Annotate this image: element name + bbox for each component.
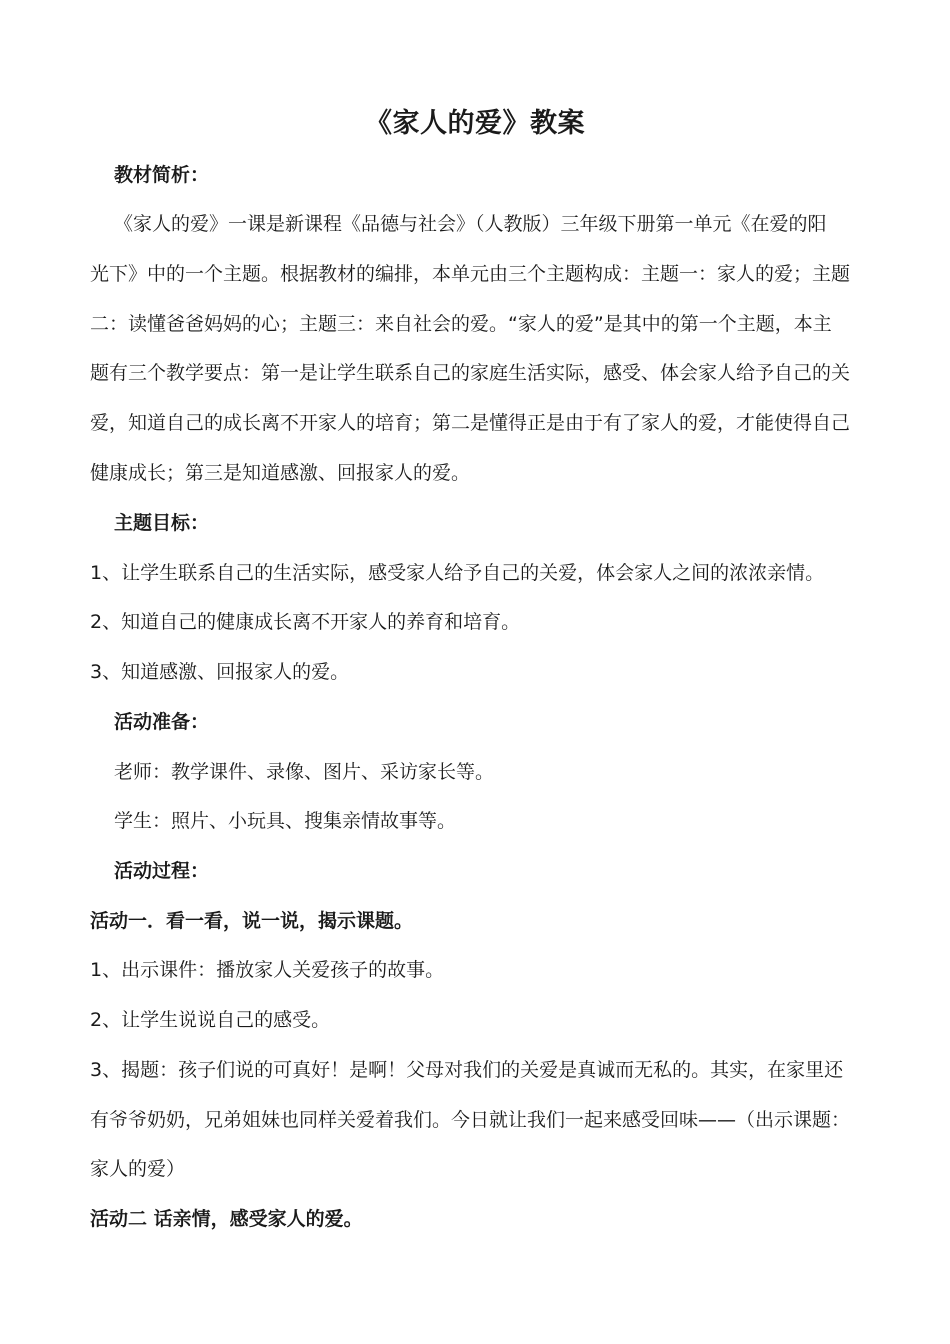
materials-paragraph-line: 题有三个教学要点：第一是让学生联系自己的家庭生活实际，感受、体会家人给予自己的关 bbox=[90, 362, 851, 384]
activity1-heading: 活动一．看一看，说一说，揭示课题。 bbox=[90, 910, 414, 932]
prep-item: 老师：教学课件、录像、图片、采访家长等。 bbox=[114, 761, 495, 783]
prep-item: 学生：照片、小玩具、搜集亲情故事等。 bbox=[114, 810, 457, 832]
activity1-item: 2、让学生说说自己的感受。 bbox=[90, 1009, 331, 1031]
materials-paragraph-line: 《家人的爱》一课是新课程《品德与社会》（人教版）三年级下册第一单元《在爱的阳 bbox=[114, 213, 827, 235]
activity1-item: 1、出示课件：播放家人关爱孩子的故事。 bbox=[90, 959, 445, 981]
materials-paragraph-line: 二：读懂爸爸妈妈的心；主题三：来自社会的爱。“家人的爱”是其中的第一个主题，本主 bbox=[90, 313, 832, 335]
activity2-heading: 活动二 话亲情，感受家人的爱。 bbox=[90, 1208, 363, 1230]
activity1-item: 家人的爱） bbox=[90, 1158, 186, 1180]
materials-paragraph-line: 爱，知道自己的成长离不开家人的培育；第二是懂得正是由于有了家人的爱，才能使得自己 bbox=[90, 412, 851, 434]
activity1-item: 3、揭题：孩子们说的可真好！是啊！父母对我们的关爱是真诚而无私的。其实，在家里还 bbox=[90, 1059, 844, 1081]
activity1-item: 有爷爷奶奶，兄弟姐妹也同样关爱着我们。今日就让我们一起来感受回味——（出示课题： bbox=[90, 1109, 851, 1131]
prep-heading: 活动准备： bbox=[114, 711, 210, 733]
materials-paragraph-line: 光下》中的一个主题。根据教材的编排，本单元由三个主题构成：主题一：家人的爱；主题 bbox=[90, 263, 851, 285]
goal-item: 2、知道自己的健康成长离不开家人的养育和培育。 bbox=[90, 611, 521, 633]
process-heading: 活动过程： bbox=[114, 860, 210, 882]
goals-heading: 主题目标： bbox=[114, 512, 210, 534]
materials-heading: 教材简析： bbox=[114, 164, 210, 186]
document-title: 《家人的爱》教案 bbox=[365, 108, 585, 139]
materials-paragraph-line: 健康成长；第三是知道感激、回报家人的爱。 bbox=[90, 462, 471, 484]
goal-item: 3、知道感激、回报家人的爱。 bbox=[90, 661, 350, 683]
goal-item: 1、让学生联系自己的生活实际，感受家人给予自己的关爱，体会家人之间的浓浓亲情。 bbox=[90, 562, 825, 584]
